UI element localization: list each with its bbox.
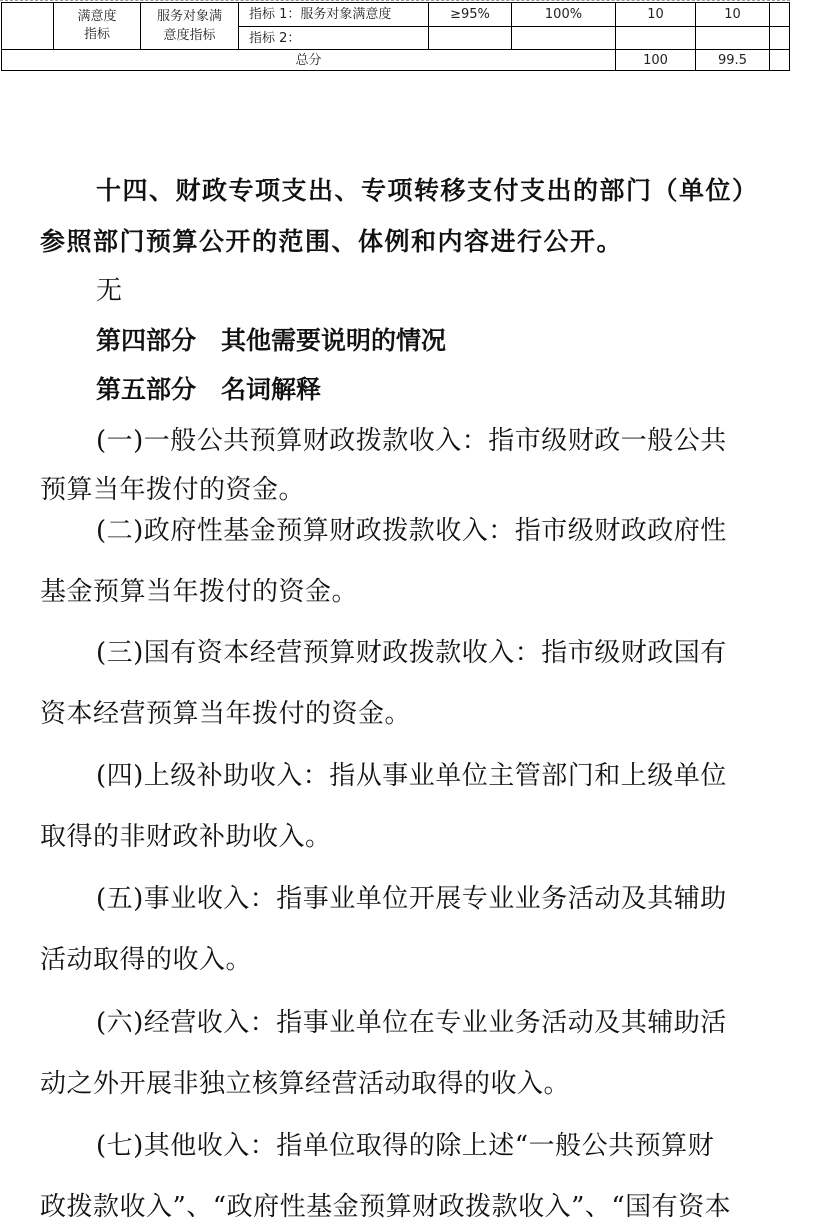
total-label-cell: 总分	[2, 50, 616, 71]
performance-indicator-table	[1, 2, 790, 71]
part4-title: 第四部分 其他需要说明的情况	[96, 326, 447, 355]
section14-heading-line1: 十四、财政专项支出、专项转移支付支出的部门（单位）	[96, 176, 759, 205]
total-weight-cell: 100	[616, 50, 696, 71]
actual-cell	[512, 27, 616, 50]
term-3-line2: 资本经营预算当年拨付的资金。	[40, 699, 412, 729]
page-top-divider	[0, 0, 790, 1]
table-row	[2, 3, 790, 27]
section14-heading-line2: 参照部门预算公开的范围、体例和内容进行公开。	[40, 227, 624, 256]
note-cell	[770, 27, 790, 50]
indicator-cell: 指标 2：	[239, 27, 429, 50]
term-5-line2: 活动取得的收入。	[40, 945, 253, 975]
subcategory-cell: 服务对象满意度指标	[141, 3, 239, 50]
total-row	[2, 50, 790, 71]
term-4-line2: 取得的非财政补助收入。	[40, 822, 332, 852]
term-2-line1: (二)政府性基金预算财政拨款收入：指市级财政政府性	[96, 516, 727, 546]
total-score-cell: 99.5	[696, 50, 770, 71]
term-4-line1: (四)上级补助收入：指从事业单位主管部门和上级单位	[96, 761, 727, 791]
note-cell	[770, 3, 790, 27]
target-cell: ≥95%	[429, 3, 512, 27]
term-5-line1: (五)事业收入：指事业单位开展专业业务活动及其辅助	[96, 884, 727, 914]
category-cell: 满意度指标	[54, 3, 141, 50]
term-7-line2: 政拨款收入”、“政府性基金预算财政拨款收入”、“国有资本	[40, 1192, 732, 1222]
term-3-line1: (三)国有资本经营预算财政拨款收入：指市级财政国有	[96, 638, 727, 668]
actual-cell: 100%	[512, 3, 616, 27]
total-note-cell	[770, 50, 790, 71]
term-2-line2: 基金预算当年拨付的资金。	[40, 577, 359, 607]
term-6-line2: 动之外开展非独立核算经营活动取得的收入。	[40, 1069, 571, 1099]
indicator-cell: 指标 1：服务对象满意度	[239, 3, 429, 27]
score-cell: 10	[696, 3, 770, 27]
term-7-line1: (七)其他收入：指单位取得的除上述“一般公共预算财	[96, 1131, 715, 1161]
term-1-line1: (一)一般公共预算财政拨款收入：指市级财政一般公共	[96, 426, 727, 456]
section14-content: 无	[96, 276, 123, 306]
term-1-line2: 预算当年拨付的资金。	[40, 475, 306, 505]
blank-cell	[2, 3, 54, 50]
part5-title: 第五部分 名词解释	[96, 375, 322, 404]
score-cell	[696, 27, 770, 50]
weight-cell	[616, 27, 696, 50]
target-cell	[429, 27, 512, 50]
term-6-line1: (六)经营收入：指事业单位在专业业务活动及其辅助活	[96, 1008, 727, 1038]
weight-cell: 10	[616, 3, 696, 27]
